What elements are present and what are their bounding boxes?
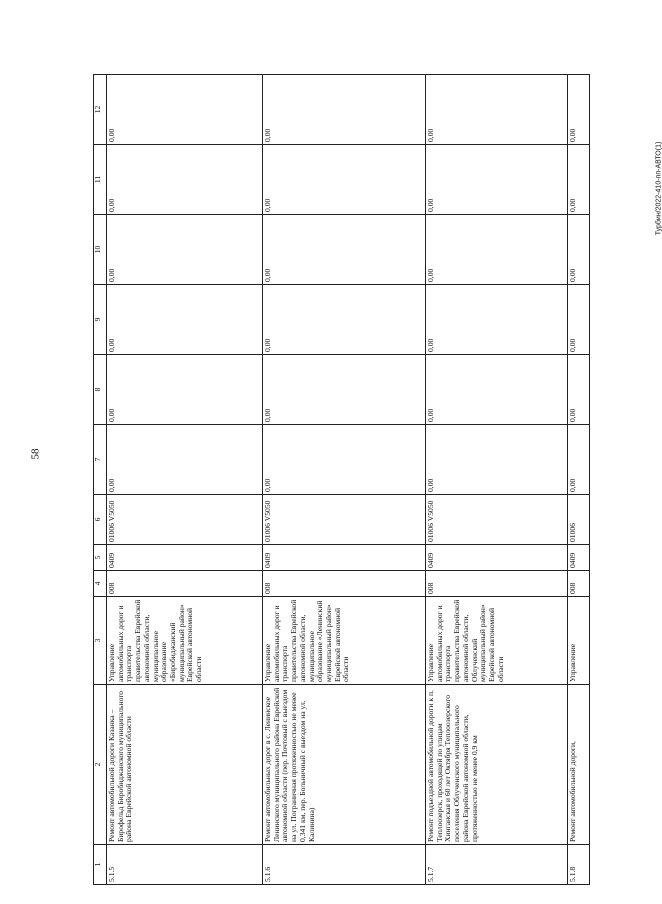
col-header: 5 — [94, 545, 107, 571]
cell-value: 0,00 — [426, 215, 568, 285]
cell-value: 0,00 — [568, 355, 590, 425]
work-name: Ремонт подъездной автомобильной дороги к п. Теплоозерск, проходящей по улицам Хинганская и 60 лет Октября Теплоозерского поселения Облученского муниципального района Еврейской автономной области, протяженностью не менее 0,9 км — [426, 685, 568, 845]
cell-value: 0,00 — [568, 215, 590, 285]
cell-value: 0,00 — [426, 355, 568, 425]
col-header: 12 — [94, 75, 107, 145]
responsible-org: Управление автомобильных дорог и транспорта правительства Еврейской автономной области, муниципальное образование «Биробиджанский муниципальный район» Еврейской автономной области — [107, 597, 263, 685]
cell-value: 0,00 — [107, 75, 263, 145]
cell-value: 0,00 — [263, 145, 426, 215]
cell-target: 01006 V5050 — [263, 495, 426, 545]
cell-value: 0,00 — [107, 285, 263, 355]
row-number: 5.1.8 — [568, 845, 590, 885]
col-header: 7 — [94, 425, 107, 495]
col-header: 3 — [94, 597, 107, 685]
cell-target: 01006 — [568, 495, 590, 545]
cell-value: 0,00 — [107, 355, 263, 425]
responsible-org: Управление автомобильных дорог и транспорта правительства Еврейской автономной области, муниципальное образование «Ленинский муниципальный район» Еврейской автономной области — [263, 597, 426, 685]
document-code: Турбин/2022-410-пп-АВТО(1) — [655, 141, 662, 236]
cell-grbs: 008 — [263, 571, 426, 597]
cell-value: 0,00 — [263, 355, 426, 425]
col-header: 6 — [94, 495, 107, 545]
work-name: Ремонт автомобильной дороги, — [568, 685, 590, 845]
row-number: 5.1.6 — [263, 845, 426, 885]
cell-value: 0,00 — [426, 425, 568, 495]
cell-value: 0,00 — [426, 145, 568, 215]
cell-value: 0,00 — [263, 285, 426, 355]
col-header: 10 — [94, 215, 107, 285]
work-name: Ремонт автомобильных дорог в с. Ленинское Ленинского муниципального района Еврейской автономной области (пер. Почтовый с выездом на ул. Пограничная протяженностью не менее 0,341 км, пер. Больничный с выездом на ул. Калинина) — [263, 685, 426, 845]
cell-section: 0409 — [263, 545, 426, 571]
cell-value: 0,00 — [568, 285, 590, 355]
cell-value: 0,00 — [107, 145, 263, 215]
col-header: 9 — [94, 285, 107, 355]
cell-value: 0,00 — [568, 425, 590, 495]
cell-value: 0,00 — [263, 215, 426, 285]
cell-value: 0,00 — [263, 425, 426, 495]
cell-value: 0,00 — [426, 285, 568, 355]
cell-section: 0409 — [107, 545, 263, 571]
header-row — [94, 75, 107, 885]
cell-value: 0,00 — [263, 75, 426, 145]
responsible-org: Управление — [568, 597, 590, 685]
cell-grbs: 008 — [426, 571, 568, 597]
table-row — [568, 75, 590, 885]
page-number: 58 — [29, 448, 42, 460]
col-header: 11 — [94, 145, 107, 215]
cell-section: 0409 — [426, 545, 568, 571]
budget-table-rotated — [93, 75, 590, 885]
cell-grbs: 008 — [568, 571, 590, 597]
col-header: 2 — [94, 685, 107, 845]
cell-value: 0,00 — [426, 75, 568, 145]
table-row — [426, 75, 568, 885]
cell-target: 01006 V5050 — [107, 495, 263, 545]
cell-value: 0,00 — [107, 425, 263, 495]
cell-target: 01006 V5050 — [426, 495, 568, 545]
col-header: 8 — [94, 355, 107, 425]
cell-section: 0409 — [568, 545, 590, 571]
row-number: 5.1.7 — [426, 845, 568, 885]
table-row — [263, 75, 426, 885]
col-header: 4 — [94, 571, 107, 597]
responsible-org: Управление автомобильных дорог и транспорта правительства Еврейской автономной области, Облученский муниципальный район» Еврейской автономной области — [426, 597, 568, 685]
cell-value: 0,00 — [568, 145, 590, 215]
row-number: 5.1.5 — [107, 845, 263, 885]
work-name: Ремонт автомобильной дороги Казанка – Бирофельд Биробиджанского муниципального района Еврейской автономной области — [107, 685, 263, 845]
col-header: 1 — [94, 845, 107, 885]
table-row — [107, 75, 263, 885]
cell-grbs: 008 — [107, 571, 263, 597]
cell-value: 0,00 — [107, 215, 263, 285]
cell-value: 0,00 — [568, 75, 590, 145]
budget-table — [93, 74, 590, 885]
